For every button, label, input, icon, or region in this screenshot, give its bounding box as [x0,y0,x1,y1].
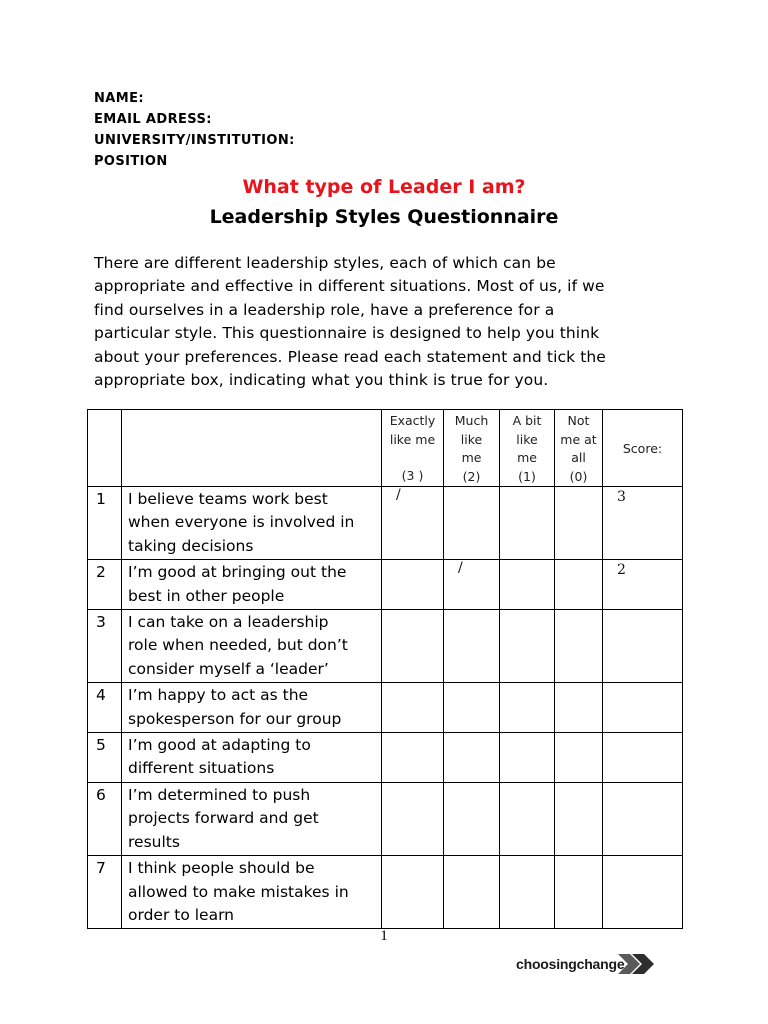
tick-much-like-me[interactable] [444,856,500,929]
row-statement: I think people should be allowed to make mistakes in order to learn [122,856,382,929]
tick-exactly-like-me[interactable] [382,856,444,929]
intro-line: appropriate and effective in different situations. Most of us, if we [94,277,605,296]
intro-line: particular style. This questionnaire is designed to help you think [94,324,600,343]
table-row [88,856,683,929]
row-number: 3 [88,610,122,683]
logo-text: choosingchange [516,956,625,972]
row-statement: I’m determined to push projects forward and get results [122,782,382,855]
score-cell[interactable] [603,733,683,783]
tick-much-like-me[interactable] [444,733,500,783]
row-number: 2 [88,560,122,610]
tick-exactly-like-me[interactable] [382,610,444,683]
tick-a-bit-like-me[interactable] [500,683,555,733]
page-title: What type of Leader I am? [242,176,526,198]
header-num-cell [88,410,122,487]
tick-exactly-like-me[interactable]: / [382,487,444,560]
tick-much-like-me[interactable] [444,683,500,733]
tick-not-me-at-all[interactable] [555,683,603,733]
table-row [88,683,683,733]
table-row [88,733,683,783]
page-subtitle: Leadership Styles Questionnaire [209,206,559,228]
tick-exactly-like-me[interactable] [382,733,444,783]
intro-line: appropriate box, indicating what you think is true for you. [94,371,549,390]
row-number: 6 [88,782,122,855]
tick-exactly-like-me[interactable] [382,683,444,733]
row-statement: I’m good at bringing out the best in other people [122,560,382,610]
header-row [88,410,683,487]
tick-a-bit-like-me[interactable] [500,560,555,610]
intro-paragraph [94,252,674,392]
row-statement: I can take on a leadership role when needed, but don’t consider myself a ‘leader’ [122,610,382,683]
row-statement: I’m happy to act as the spokesperson for our group [122,683,382,733]
tick-much-like-me[interactable] [444,487,500,560]
header-statement-cell [122,410,382,487]
choosingchange-logo [516,950,658,978]
tick-exactly-like-me[interactable] [382,782,444,855]
row-number: 4 [88,683,122,733]
page-number: 1 [380,928,388,944]
row-number: 1 [88,487,122,560]
double-arrow-icon [618,952,658,976]
score-cell[interactable]: 2 [603,560,683,610]
tick-a-bit-like-me[interactable] [500,782,555,855]
table-row [88,782,683,855]
header-much-like-me: Much like me (2) [444,410,500,487]
row-statement: I’m good at adapting to different situations [122,733,382,783]
tick-much-like-me[interactable] [444,782,500,855]
intro-line: about your preferences. Please read each statement and tick the [94,347,606,366]
tick-a-bit-like-me[interactable] [500,733,555,783]
header-not-me-at-all: Not me at all (0) [555,410,603,487]
score-cell[interactable] [603,856,683,929]
header-a-bit-like-me: A bit like me (1) [500,410,555,487]
score-cell[interactable]: 3 [603,487,683,560]
table-row [88,610,683,683]
tick-exactly-like-me[interactable] [382,560,444,610]
tick-not-me-at-all[interactable] [555,856,603,929]
row-number: 7 [88,856,122,929]
score-cell[interactable] [603,782,683,855]
score-cell[interactable] [603,610,683,683]
position-label: POSITION [94,154,168,169]
form-fields [94,88,295,172]
tick-much-like-me[interactable] [444,610,500,683]
name-label: NAME: [94,91,144,106]
tick-not-me-at-all[interactable] [555,733,603,783]
email-label: EMAIL ADRESS: [94,112,212,127]
intro-line: find ourselves in a leadership role, have a preference for a [94,300,555,319]
row-statement: I believe teams work best when everyone is involved in taking decisions [122,487,382,560]
tick-much-like-me[interactable]: / [444,560,500,610]
institution-label: UNIVERSITY/INSTITUTION: [94,133,295,148]
tick-not-me-at-all[interactable] [555,487,603,560]
questionnaire-table [87,409,683,929]
tick-not-me-at-all[interactable] [555,782,603,855]
tick-a-bit-like-me[interactable] [500,610,555,683]
table-row [88,560,683,610]
intro-line: There are different leadership styles, each of which can be [94,254,556,272]
header-score: Score: [603,410,683,487]
tick-a-bit-like-me[interactable] [500,487,555,560]
row-number: 5 [88,733,122,783]
tick-not-me-at-all[interactable] [555,560,603,610]
header-exactly-like-me: Exactly like me (3 ) [382,410,444,487]
score-cell[interactable] [603,683,683,733]
tick-not-me-at-all[interactable] [555,610,603,683]
tick-a-bit-like-me[interactable] [500,856,555,929]
table-row [88,487,683,560]
